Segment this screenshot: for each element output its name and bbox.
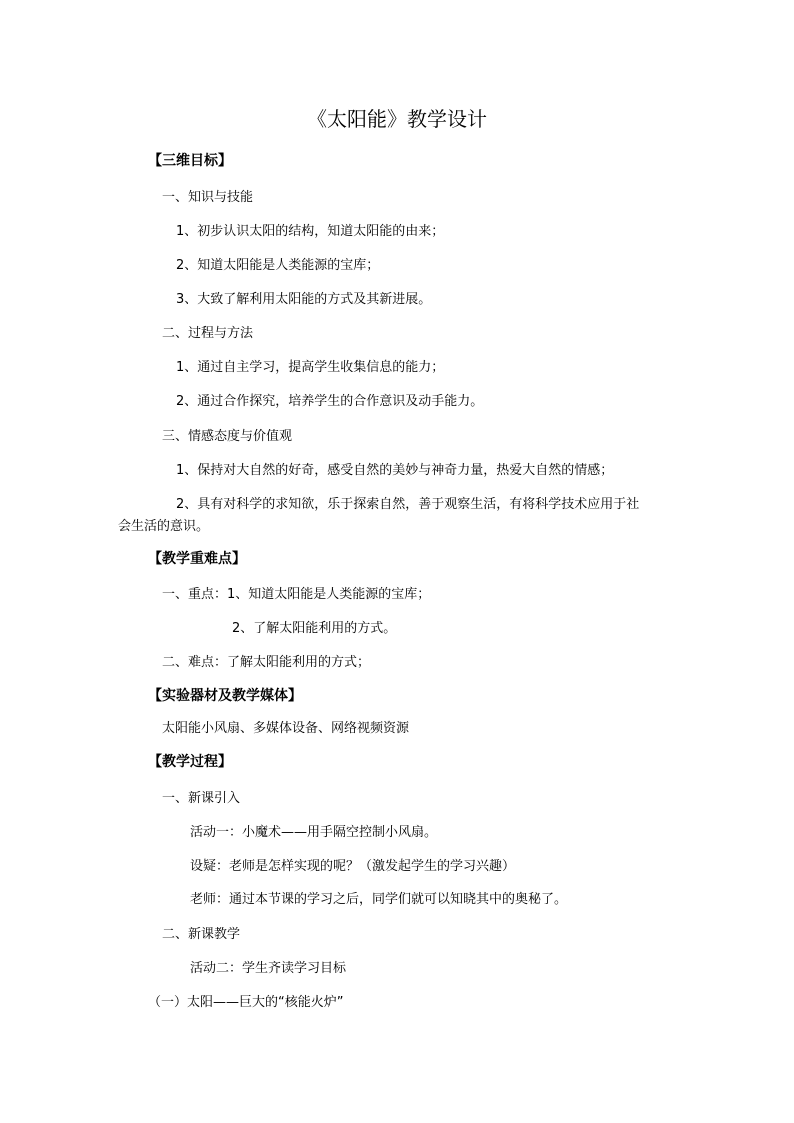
section-heading-process: 【教学过程】 [148,754,232,770]
key-point-line: 2、了解太阳能利用的方式。 [232,621,397,636]
subheading-intro: 一、新课引入 [162,791,241,806]
subheading-process-methods: 二、过程与方法 [162,326,254,341]
list-item: 1、保持对大自然的好奇，感受自然的美妙与神奇力量，热爱大自然的情感； [176,463,614,478]
list-item: 1、通过自主学习，提高学生收集信息的能力； [176,360,445,375]
section-heading-key-points: 【教学重难点】 [148,551,246,567]
subsection-line: （一）太阳——巨大的“核能火炉” [148,995,344,1010]
list-item-continuation: 会生活的意识。 [118,519,210,534]
activity-line: 活动一：小魔术——用手隔空控制小风扇。 [190,825,438,840]
subheading-attitude-values: 三、情感态度与价值观 [162,429,293,444]
list-item: 3、大致了解利用太阳能的方式及其新进展。 [176,292,432,307]
materials-line: 太阳能小风扇、多媒体设备、网络视频资源 [162,721,410,736]
list-item: 2、知道太阳能是人类能源的宝库； [176,258,380,273]
activity-line: 老师：通过本节课的学习之后，同学们就可以知晓其中的奥秘了。 [190,892,568,907]
difficulty-line: 二、难点：了解太阳能利用的方式； [162,655,371,670]
document-title: 《太阳能》教学设计 [307,107,487,131]
subheading-new-lesson: 二、新课教学 [162,927,241,942]
list-item: 2、具有对科学的求知欲，乐于探索自然，善于观察生活，有将科学技术应用于社 [176,497,640,512]
activity-line: 设疑：老师是怎样实现的呢？（激发起学生的学习兴趣） [190,859,516,874]
activity-line: 活动二：学生齐读学习目标 [190,961,347,976]
section-heading-objectives: 【三维目标】 [148,153,232,169]
list-item: 1、初步认识太阳的结构，知道太阳能的由来； [176,224,445,239]
list-item: 2、通过合作探究，培养学生的合作意识及动手能力。 [176,394,484,409]
key-point-line: 一、重点：1、知道太阳能是人类能源的宝库； [162,587,431,602]
section-heading-materials: 【实验器材及教学媒体】 [148,688,302,704]
subheading-knowledge-skills: 一、知识与技能 [162,190,254,205]
